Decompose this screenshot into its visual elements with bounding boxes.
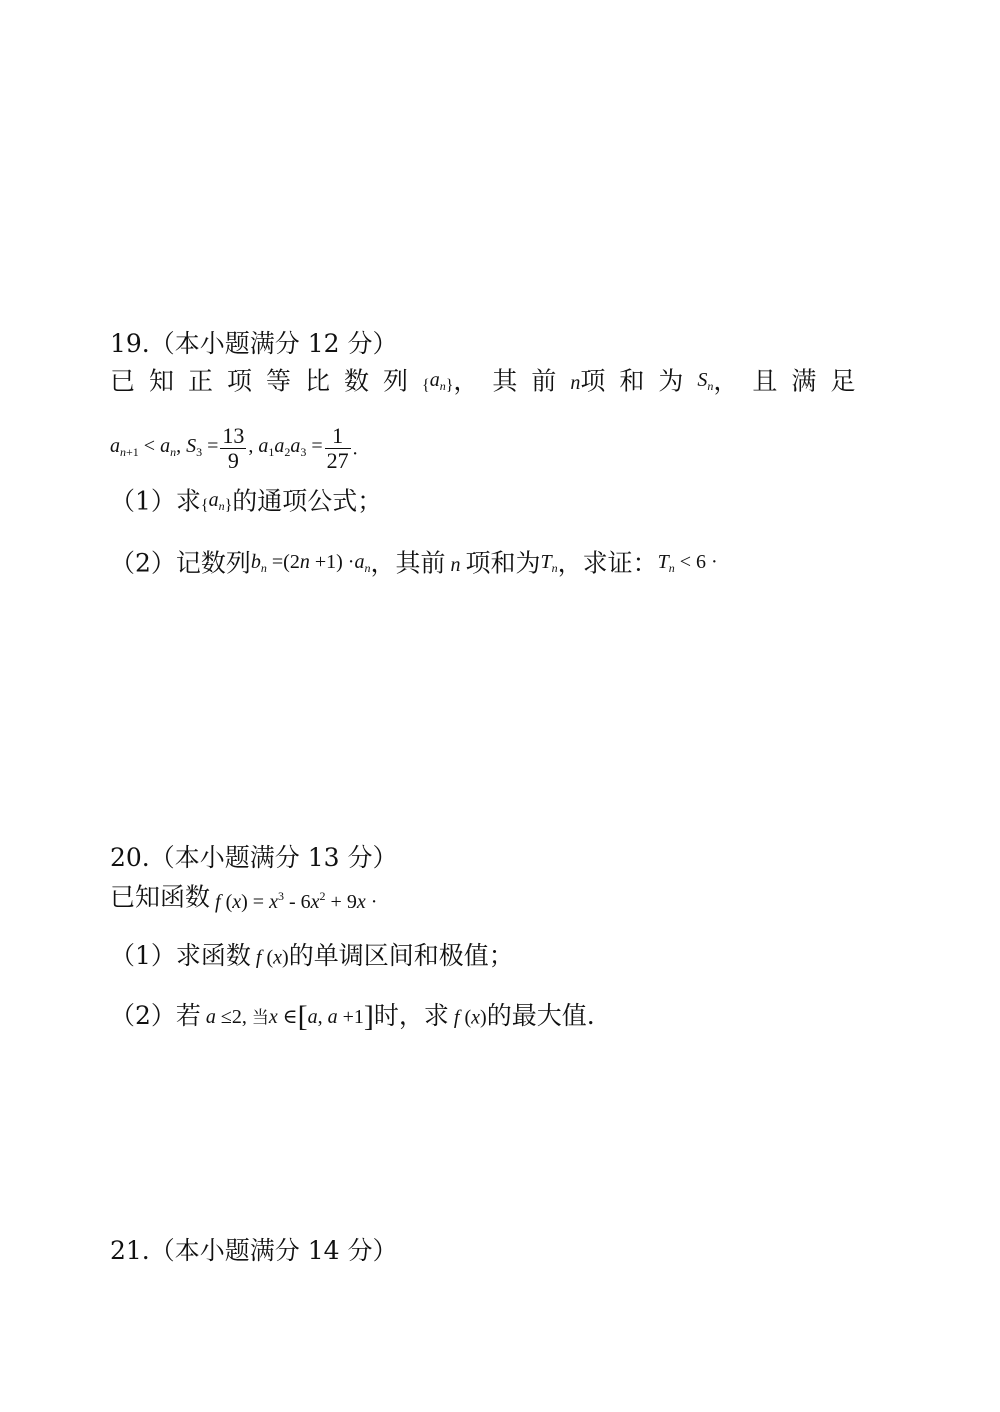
fraction-13-9: $\frac{13}{9}$: [222, 423, 245, 473]
q19-part2: （2）记数列$b_n =(2n +1) \cdot a_n$，其前 n 项和为$T_n$，求证：$T_n < 6$ ·: [110, 548, 718, 578]
q19-header: 19.（本小题满分 12 分）: [110, 329, 398, 358]
q20-intro: 已知函数 f $(x) = x^3 - 6x^2 + 9x$ ·: [110, 882, 378, 913]
fraction-1-27: $\frac{1}{27}$: [326, 423, 349, 473]
q19-condition: $a_{n+1} < a_n$, $S_3$ = $\frac{13}{9}$ , $a_1a_2a_3$ = $\frac{1}{27}$ .: [110, 423, 358, 473]
q21-header: 21.（本小题满分 14 分）: [110, 1236, 398, 1265]
q20-header: 20.（本小题满分 13 分）: [110, 843, 398, 872]
q20-part1: （1）求函数 f (x)的单调区间和极值；: [110, 941, 514, 970]
sequence-a-n: $_{\{}a_{n\}}$: [422, 369, 454, 394]
q20-part2: （2）若 a ≤2, 当x ∈[a, a +1]时，求 f (x)的最大值.: [110, 1000, 595, 1033]
function-f: f $(x) = x^3 - 6x^2 + 9x$ ·: [215, 889, 378, 913]
q19-intro: 已知正项等比数列$_{\{}a_{n\}}$，其前n项和为$S_n$，且满足: [110, 366, 870, 396]
q19-part1: （1）求$_{\{}a_{n\}}$的通项公式；: [110, 486, 383, 516]
